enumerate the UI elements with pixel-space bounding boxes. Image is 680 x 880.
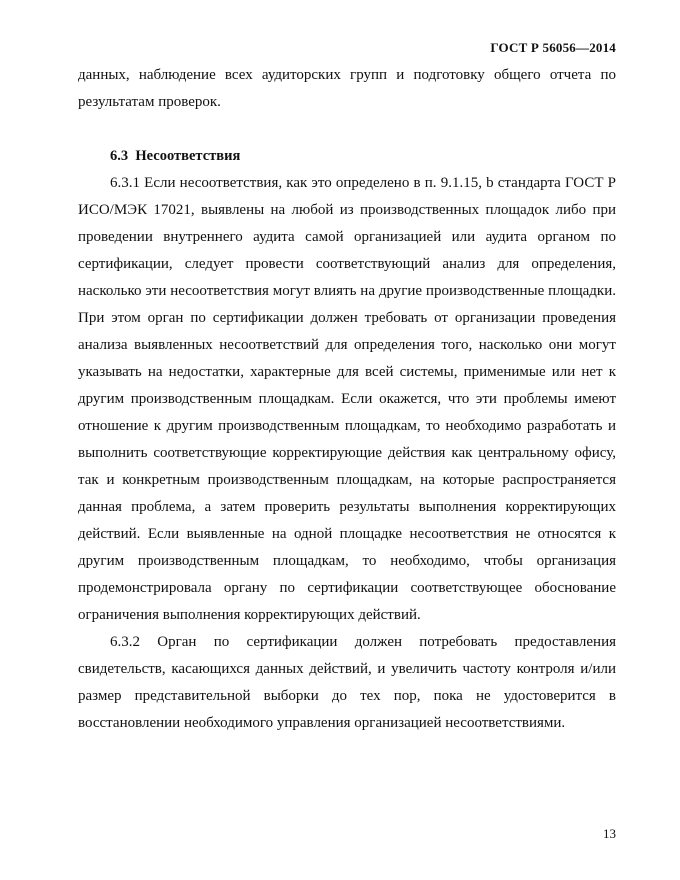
- section-title: Несоответствия: [135, 148, 241, 164]
- page-number: 13: [603, 826, 616, 841]
- paragraph-6-3-2: 6.3.2 Орган по сертификации должен потребовать предоставления свидетельств, касающихся данных действий, и увеличить частоту контроля и/или размер представительной выборки до тех пор, пока не удостоверится в восстановлении необходимого управления организацией несоответствиями.: [78, 634, 616, 731]
- paragraph-6-3-1: 6.3.1 Если несоответствия, как это определено в п. 9.1.15, b стандарта ГОСТ Р ИСО/МЭК 17021, выявлены на любой из производственных площадок либо при проведении внутреннего аудита самой организацией или аудита органом по сертификации, следует провести соответствующий анализ для определения, насколько эти несоответствия могут влиять на другие производственные площадки. При этом орган по сертификации должен требовать от организации проведения анализа выявленных несоответствий для определения того, насколько они могут указывать на недостатки, характерные для всей системы, применимые или нет к другим производственным площадкам. Если окажется, что эти проблемы имеют отношение к другим производственным площадкам, то необходимо разработать и выполнить соответствующие корректирующие действия как центральному офису, так и конкретным производственным площадкам, на которые распространяется данная проблема, а затем проверить результаты выполнения корректирующих действий. Если выявленные на одной площадке несоответствия не относятся к другим производственным площадкам, то необходимо, чтобы организация продемонстрировала органу по сертификации соответствующее обоснование ограничения выполнения корректирующих действий.: [78, 175, 616, 623]
- document-body: [78, 62, 616, 737]
- section-heading: [78, 143, 616, 170]
- section-number: 6.3: [110, 148, 129, 164]
- continuation-paragraph: данных, наблюдение всех аудиторских групп и подготовку общего отчета по результатам проверок.: [78, 67, 616, 110]
- standard-header: ГОСТ Р 56056—2014: [490, 40, 616, 55]
